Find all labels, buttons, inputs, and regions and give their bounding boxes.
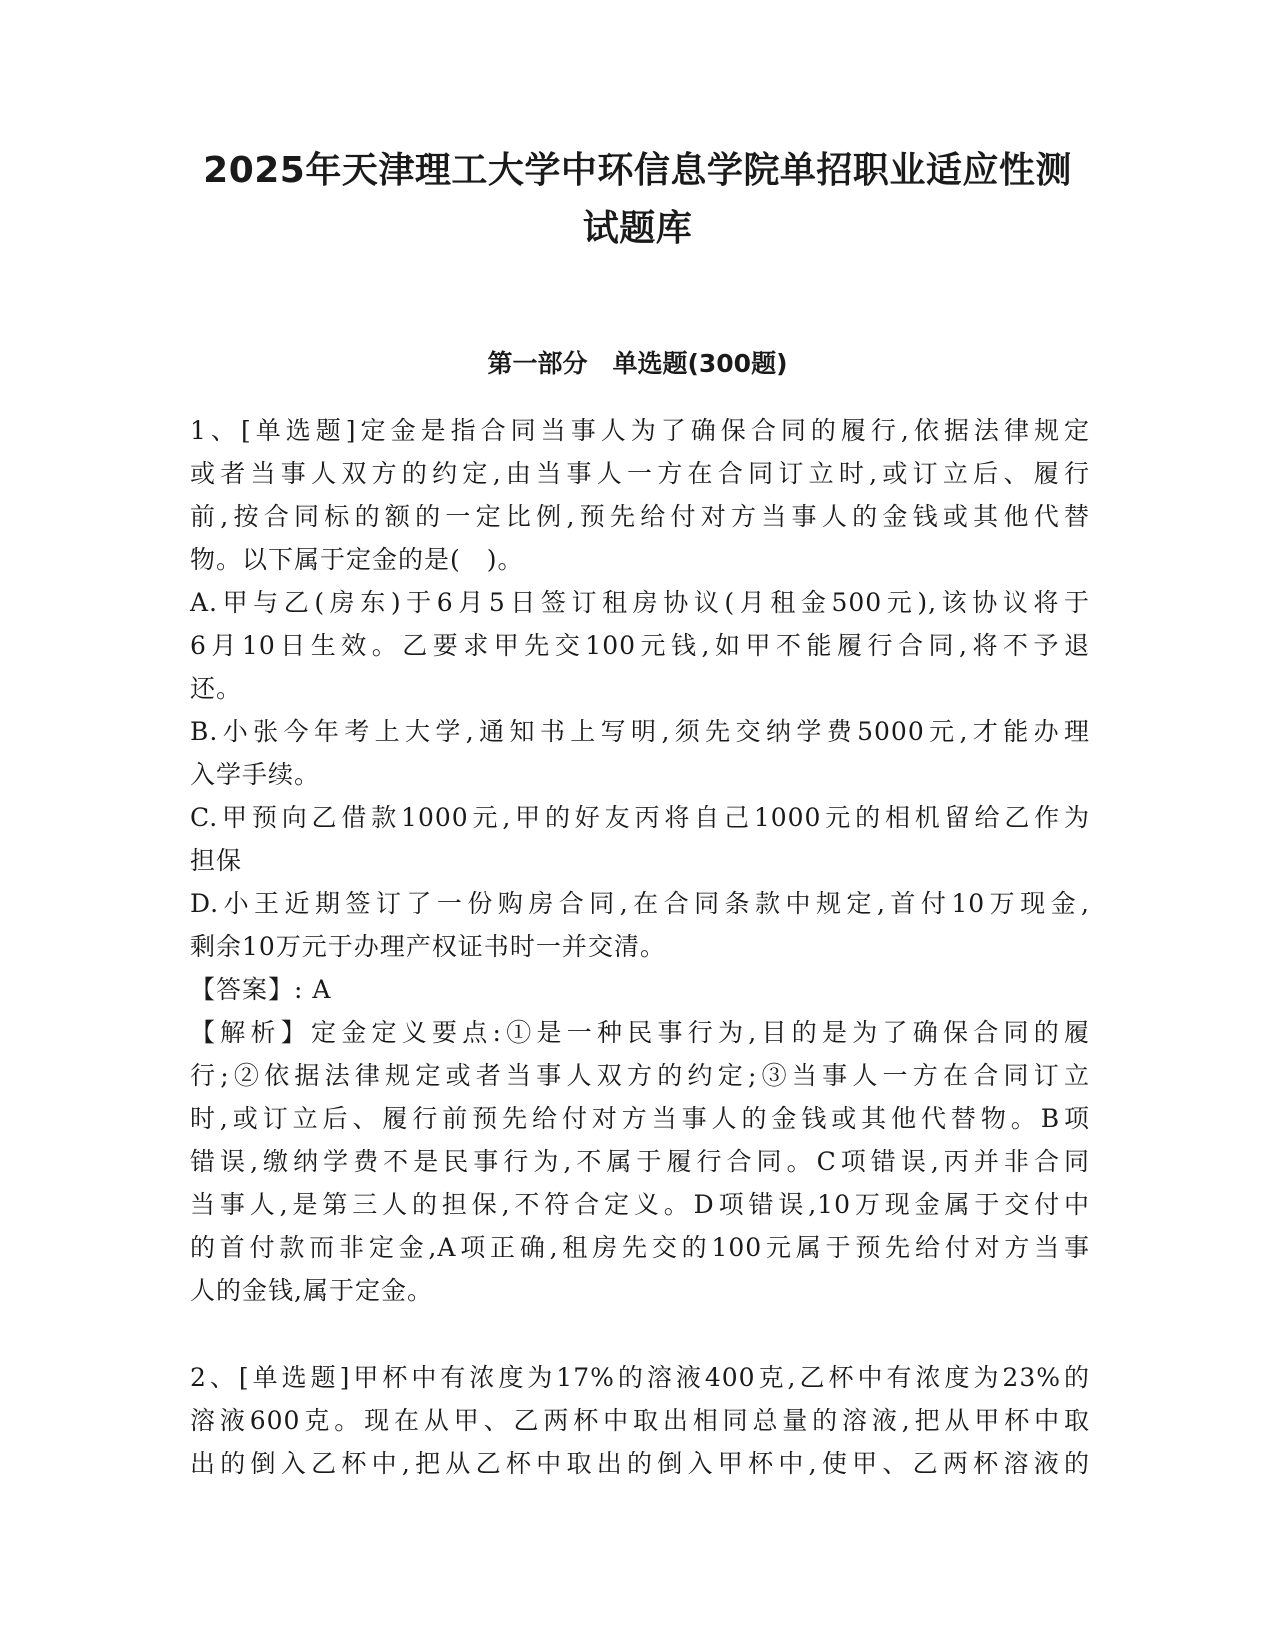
stem-line: 溶液600克。现在从甲、乙两杯中取出相同总量的溶液,把从甲杯中取 — [190, 1406, 1090, 1435]
question-1 — [190, 409, 1090, 1312]
answer-value: : A — [294, 975, 332, 1004]
stem-line: 或者当事人双方的约定,由当事人一方在合同订立时,或订立后、履行 — [190, 459, 1090, 488]
analysis-line — [190, 1011, 1090, 1054]
answer-label: 【答案】 — [190, 975, 295, 1004]
option-line: 入学手续。 — [190, 760, 321, 789]
question-stem — [190, 1356, 1090, 1485]
option-line: 6月10日生效。乙要求甲先交100元钱,如甲不能履行合同,将不予退 — [190, 631, 1090, 660]
analysis — [190, 1011, 1090, 1312]
option-b — [190, 710, 1090, 796]
stem-line: 2、[单选题]甲杯中有浓度为17%的溶液400克,乙杯中有浓度为23%的 — [190, 1363, 1090, 1392]
stem-line: 物。以下属于定金的是( )。 — [190, 545, 524, 574]
analysis-label: 【解析】 — [190, 1018, 312, 1047]
stem-line: 1、[单选题]定金是指合同当事人为了确保合同的履行,依据法律规定 — [190, 416, 1090, 445]
analysis-line: 行;②依据法律规定或者当事人双方的约定;③当事人一方在合同订立 — [190, 1061, 1090, 1090]
option-line: 剩余10万元于办理产权证书时一并交清。 — [190, 932, 666, 961]
answer-line — [190, 968, 1090, 1011]
question-2 — [190, 1356, 1090, 1485]
analysis-line: 的首付款而非定金,A项正确,租房先交的100元属于预先给付对方当事 — [190, 1233, 1090, 1262]
section-heading: 第一部分 单选题(300题) — [487, 349, 788, 378]
stem-line: 出的倒入乙杯中,把从乙杯中取出的倒入甲杯中,使甲、乙两杯溶液的 — [190, 1449, 1090, 1478]
analysis-line: 当事人,是第三人的担保,不符合定义。D项错误,10万现金属于交付中 — [190, 1190, 1090, 1219]
answer — [190, 968, 1090, 1011]
analysis-line: 人的金钱,属于定金。 — [190, 1276, 433, 1305]
analysis-line: 时,或订立后、履行前预先给付对方当事人的金钱或其他代替物。B项 — [190, 1104, 1090, 1133]
document-title — [150, 142, 1125, 258]
option-line: D.小王近期签订了一份购房合同,在合同条款中规定,首付10万现金, — [190, 889, 1090, 918]
option-line: C.甲预向乙借款1000元,甲的好友丙将自己1000元的相机留给乙作为 — [190, 803, 1090, 832]
analysis-text: 定金定义要点:①是一种民事行为,目的是为了确保合同的履 — [311, 1018, 1090, 1047]
option-a — [190, 581, 1090, 710]
title-line-1: 2025年天津理工大学中环信息学院单招职业适应性测 — [203, 150, 1072, 191]
option-line: B.小张今年考上大学,通知书上写明,须先交纳学费5000元,才能办理 — [190, 717, 1090, 746]
stem-line: 前,按合同标的额的一定比例,预先给付对方当事人的金钱或其他代替 — [190, 502, 1090, 531]
title-line-2: 试题库 — [582, 208, 693, 249]
question-stem — [190, 409, 1090, 581]
option-line: 担保 — [190, 846, 243, 875]
option-line: 还。 — [190, 674, 243, 703]
option-c — [190, 796, 1090, 882]
analysis-line: 错误,缴纳学费不是民事行为,不属于履行合同。C项错误,丙并非合同 — [190, 1147, 1090, 1176]
option-d — [190, 882, 1090, 968]
option-line: A.甲与乙(房东)于6月5日签订租房协议(月租金500元),该协议将于 — [190, 588, 1090, 617]
